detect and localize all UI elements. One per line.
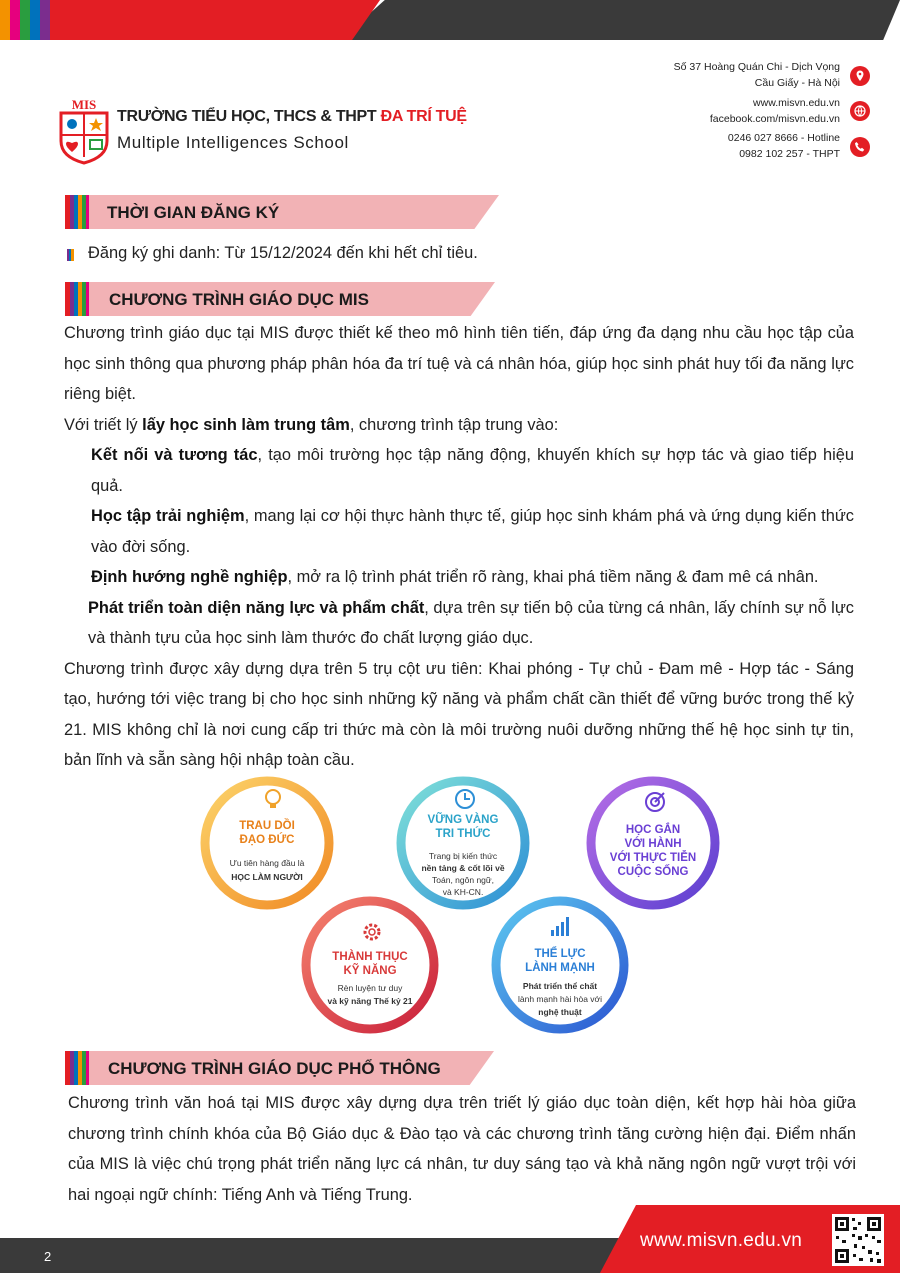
svg-text:Rèn luyện tư duy: Rèn luyện tư duy xyxy=(337,983,403,993)
intro-paragraph: Chương trình giáo dục tại MIS được thiết kế theo mô hình tiên tiến, đáp ứng đa dạng nhu cầu học tập của học sinh thông qua phương pháp phân hóa đa trí tuệ và cá nhân hóa, giúp học sinh phát huy tối đa năng lực riêng biệt. xyxy=(64,324,854,403)
general-program-body: Chương trình văn hoá tại MIS được xây dựng dựa trên triết lý giáo dục toàn diện, kết hợp hài hòa giữa chương trình chính khóa của Bộ Giáo dục & Đào tạo và các chương trình tăng cường hiện đại. Điểm nhấn của MIS là việc chú trọng phát triển năng lực cá nhân, tư duy sáng tạo và khả năng ngôn ngữ vượt trội với hai ngoại ngữ chính: Tiếng Anh và Tiếng Trung. xyxy=(68,1094,856,1204)
svg-text:và kỹ năng Thế kỷ 21: và kỹ năng Thế kỷ 21 xyxy=(327,996,413,1006)
svg-text:Toán, ngôn ngữ,: Toán, ngôn ngữ, xyxy=(432,875,494,885)
svg-text:HỌC LÀM NGƯỜI: HỌC LÀM NGƯỜI xyxy=(231,872,303,882)
footer-website-link[interactable]: www.misvn.edu.vn xyxy=(640,1230,803,1251)
svg-text:THỂ LỰC: THỂ LỰC xyxy=(534,948,586,960)
svg-text:THÀNH THỤC: THÀNH THỤC xyxy=(332,951,408,963)
pillar-ethics xyxy=(205,781,329,905)
hotline-number[interactable]: 0246 027 8666 - Hotline xyxy=(727,132,840,144)
top-red-band xyxy=(70,0,380,40)
focus-point: Học tập trải nghiệm, mang lại cơ hội thực hành thực tế, giúp học sinh khám phá và ứng dụng kiến thức vào đời sống. xyxy=(91,507,854,556)
school-name-en: Multiple Intelligences School xyxy=(117,133,349,152)
logo-text: MIS xyxy=(71,97,97,112)
thpt-number[interactable]: 0982 102 257 - THPT xyxy=(739,147,840,160)
philosophy-paragraph: Với triết lý lấy học sinh làm trung tâm, chương trình tập trung vào: xyxy=(64,415,559,434)
top-color-stripes xyxy=(0,0,70,40)
svg-text:Ưu tiên hàng đầu là: Ưu tiên hàng đầu là xyxy=(229,858,305,868)
registration-period: Đăng ký ghi danh: Từ 15/12/2024 đến khi hết chỉ tiêu. xyxy=(88,244,478,262)
section-title: CHƯƠNG TRÌNH GIÁO DỤC PHỔ THÔNG xyxy=(108,1059,441,1078)
facebook-link[interactable]: facebook.com/misvn.edu.vn xyxy=(709,112,840,125)
section-bars-icon xyxy=(65,1051,91,1085)
svg-text:nền tảng & cốt lõi về: nền tảng & cốt lõi về xyxy=(421,863,505,873)
svg-text:TRAU DỒI: TRAU DỒI xyxy=(239,820,295,832)
svg-text:Trang bị kiến thức: Trang bị kiến thức xyxy=(428,851,498,861)
svg-text:TRI THỨC: TRI THỨC xyxy=(435,828,491,840)
svg-text:và KH-CN.: và KH-CN. xyxy=(442,887,484,897)
section-bars-icon xyxy=(65,282,91,316)
phone-icon xyxy=(850,137,870,157)
focus-point: Phát triển toàn diện năng lực và phẩm chất, dựa trên sự tiến bộ của từng cá nhân, lấy chính sự nỗ lực và thành tựu của học sinh làm thước đo chất lượng giáo dục. xyxy=(88,598,854,647)
section-bars-icon xyxy=(65,195,91,229)
closing-paragraph: Chương trình được xây dựng dựa trên 5 trụ cột ưu tiên: Khai phóng - Tự chủ - Đam mê - Hợp tác - Sáng tạo, hướng tới việc trang bị cho học sinh những kỹ năng và phẩm chất cần thiết để vững bước trong thế kỷ 21. MIS không chỉ là nơi cung cấp tri thức mà còn là môi trường nuôi dưỡng những thế hệ học sinh tự tin, bản lĩnh và sẵn sàng hội nhập toàn cầu. xyxy=(64,659,854,769)
svg-text:VỚI THỰC TIỄN: VỚI THỰC TIỄN xyxy=(609,852,697,864)
address-block: Số 37 Hoàng Quán Chi - Dịch Vọng Cầu Giấy - Hà Nội xyxy=(673,61,840,89)
pillar-practice xyxy=(591,781,715,905)
footer-dark-band xyxy=(0,1238,700,1273)
svg-text:VỮNG VÀNG: VỮNG VÀNG xyxy=(427,814,499,826)
section-title: THỜI GIAN ĐĂNG KÝ xyxy=(107,203,280,222)
page-number: 2 xyxy=(44,1249,52,1264)
pillar-skills xyxy=(306,901,434,1029)
svg-text:HỌC GẮN: HỌC GẮN xyxy=(625,824,681,836)
location-pin-icon xyxy=(850,66,870,86)
web-block xyxy=(710,96,840,127)
globe-icon xyxy=(850,101,870,121)
school-logo xyxy=(55,97,113,165)
five-pillars-infographic xyxy=(195,775,735,1040)
qr-code-icon[interactable] xyxy=(832,1214,884,1266)
website-link[interactable]: www.misvn.edu.vn xyxy=(753,97,840,109)
section-title: CHƯƠNG TRÌNH GIÁO DỤC MIS xyxy=(109,290,369,309)
phone-block xyxy=(728,131,840,162)
svg-text:nghệ thuật: nghệ thuật xyxy=(538,1007,582,1017)
svg-text:VỚI HÀNH: VỚI HÀNH xyxy=(624,838,682,850)
bullet-icon xyxy=(67,249,74,261)
pillar-knowledge xyxy=(401,781,525,905)
mis-program-body xyxy=(64,318,854,776)
top-dark-band xyxy=(340,0,900,40)
svg-text:ĐẠO ĐỨC: ĐẠO ĐỨC xyxy=(239,834,295,846)
svg-text:LÀNH MẠNH: LÀNH MẠNH xyxy=(525,962,595,974)
focus-point: Kết nối và tương tác, tạo môi trường học tập năng động, khuyến khích sự hợp tác và giao tiếp hiệu quả. xyxy=(91,446,854,495)
svg-text:KỸ NĂNG: KỸ NĂNG xyxy=(343,965,397,977)
pillar-physical xyxy=(496,901,624,1029)
svg-text:Phát triển thể chất: Phát triển thể chất xyxy=(522,981,598,991)
svg-text:CUỘC SỐNG: CUỘC SỐNG xyxy=(617,866,689,878)
focus-point: Định hướng nghề nghiệp, mở ra lộ trình phát triển rõ ràng, khai phá tiềm năng & đam mê cá nhân. xyxy=(91,568,819,586)
svg-text:lành mạnh hài hòa với: lành mạnh hài hòa với xyxy=(517,994,603,1004)
school-name-vi: TRƯỜNG TIỂU HỌC, THCS & THPT ĐA TRÍ TUỆ xyxy=(117,108,467,125)
